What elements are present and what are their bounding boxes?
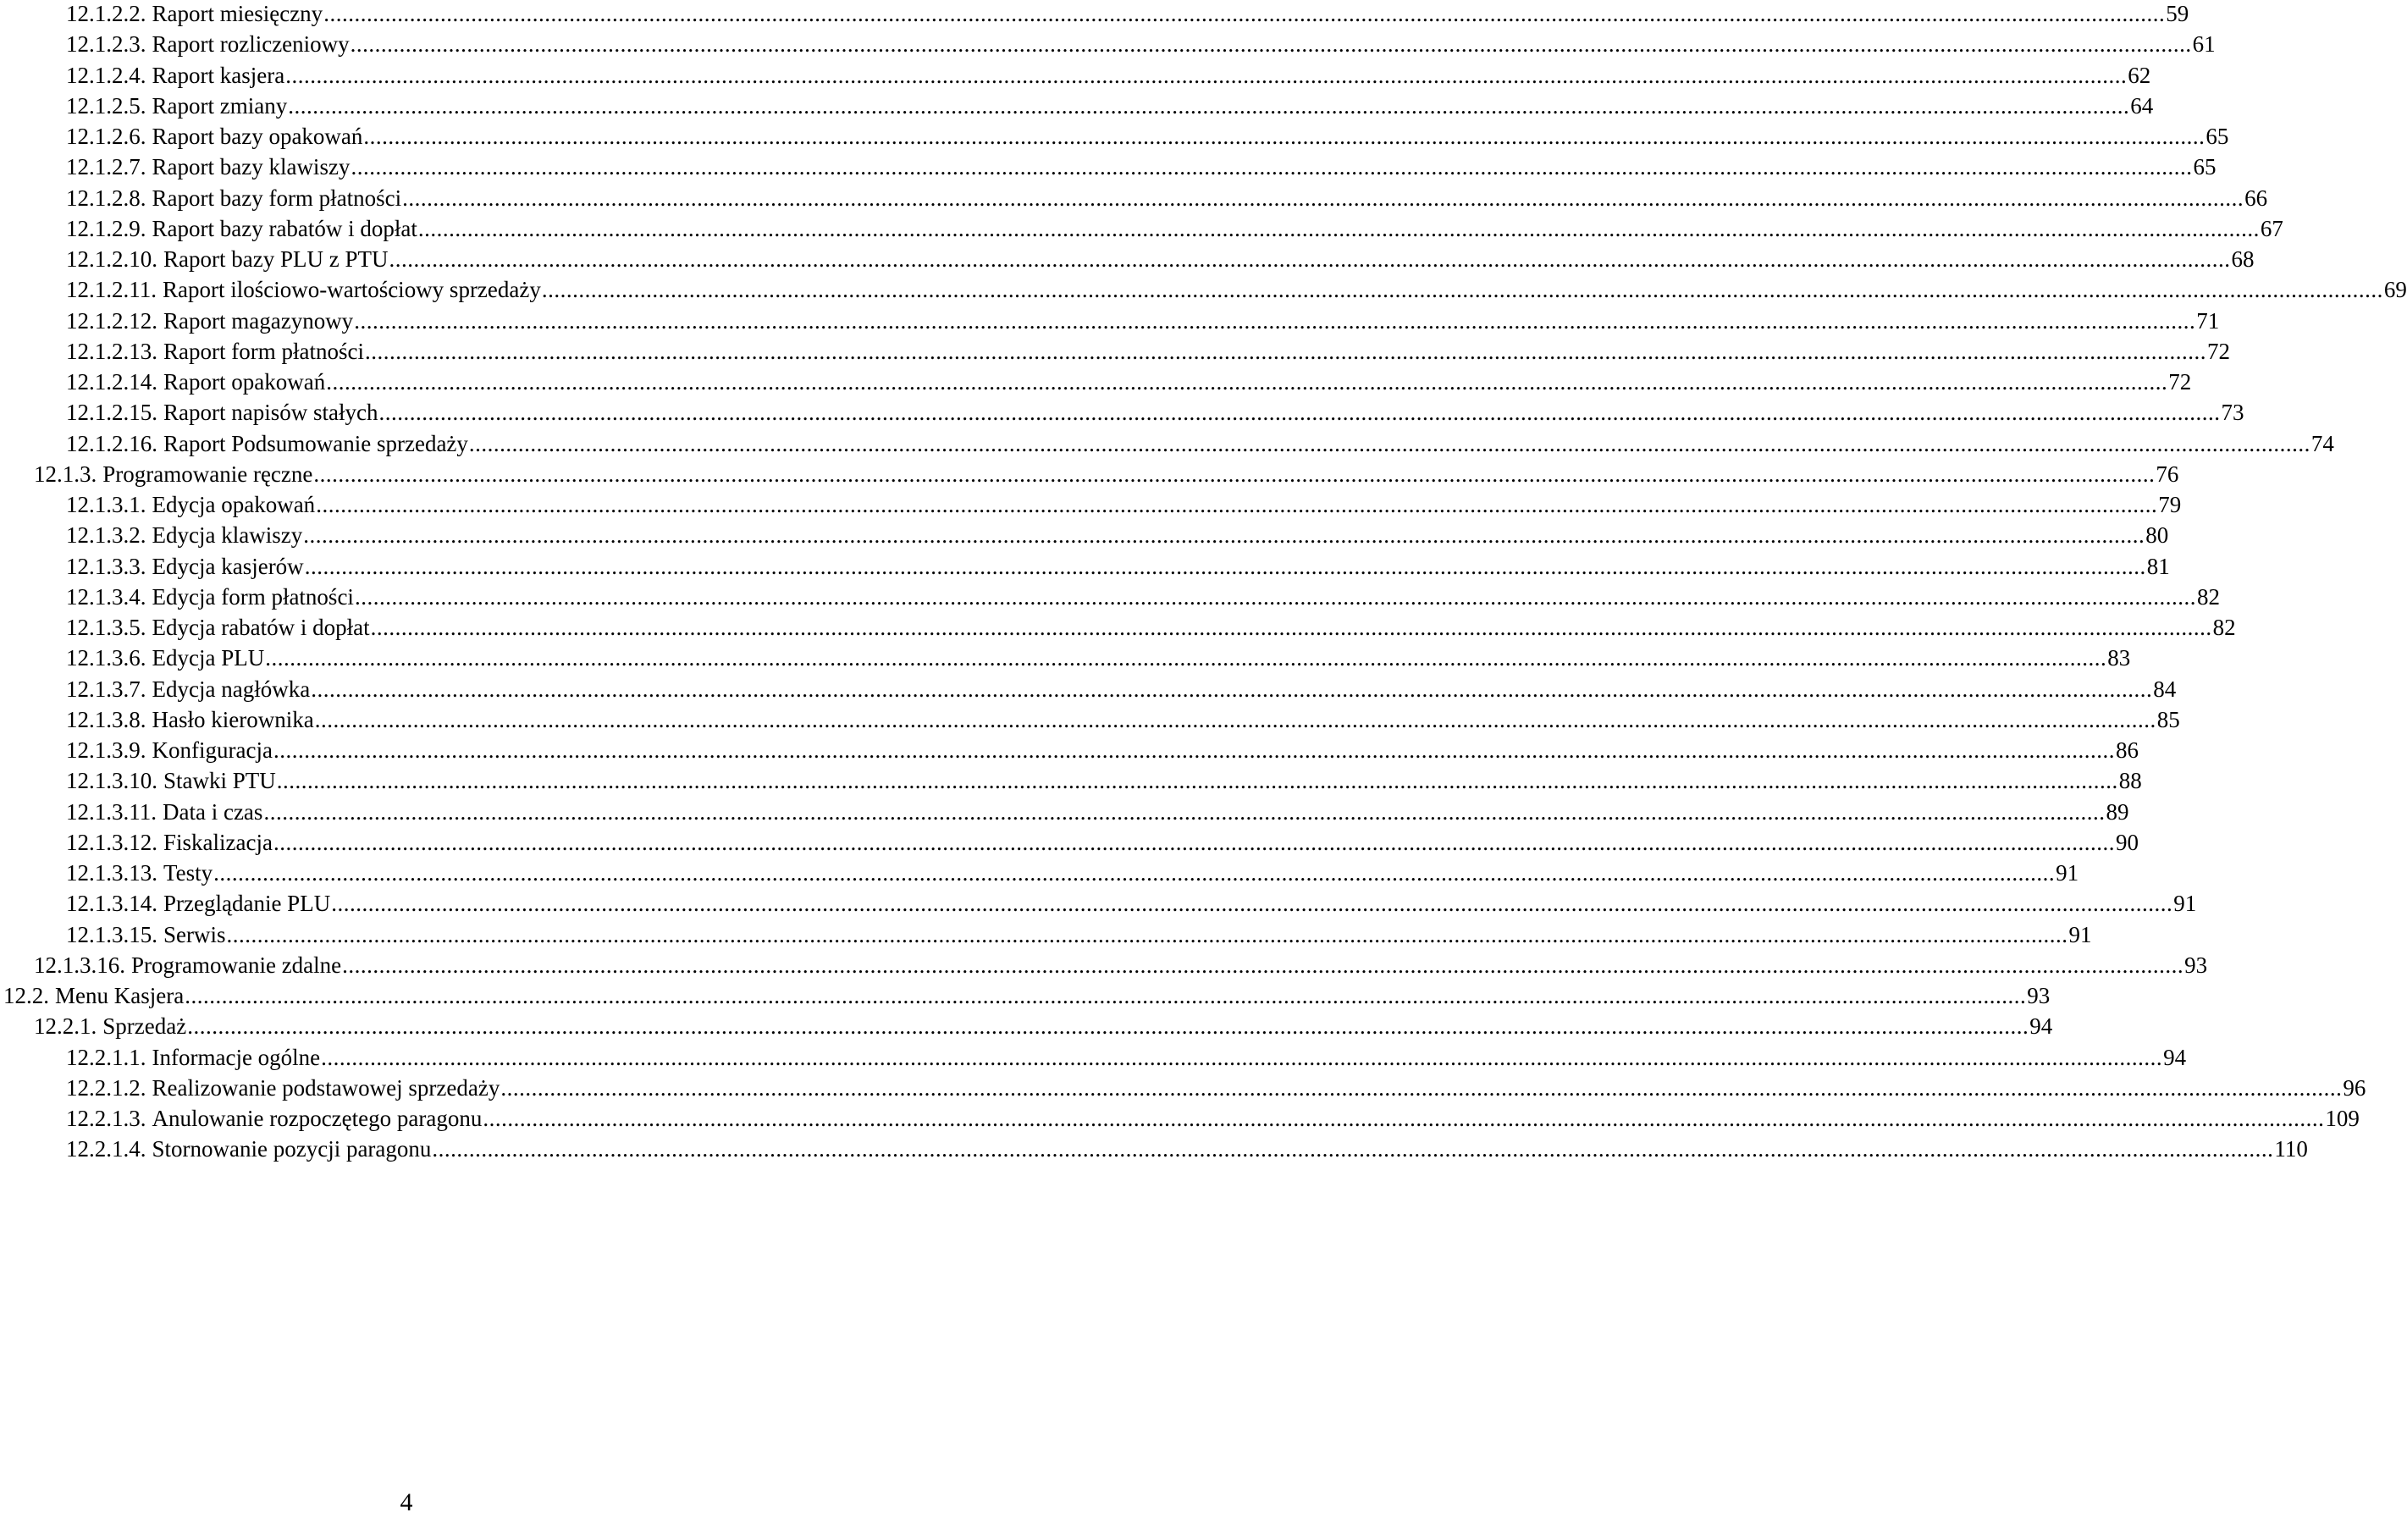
- toc-dot-leader: ............................................................................................................................................................................................................................................................................................................: [311, 676, 2153, 702]
- toc-entry-number: 12.1.3.14.: [66, 891, 157, 917]
- toc-dot-leader: ............................................................................................................................................................................................................................................................................................................: [417, 215, 2260, 241]
- toc-entry-page: 62: [2128, 62, 2151, 88]
- toc-dot-leader: ............................................................................................................................................................................................................................................................................................................: [468, 430, 2310, 456]
- toc-entry-number: 12.1.3.: [34, 461, 97, 487]
- toc-entry-title: Testy: [163, 860, 213, 886]
- toc-entry-page: 76: [2156, 461, 2179, 487]
- toc-dot-leader: ............................................................................................................................................................................................................................................................................................................: [316, 492, 2158, 517]
- toc-entry-number: 12.2.: [3, 983, 49, 1008]
- toc-dot-leader: ............................................................................................................................................................................................................................................................................................................: [342, 952, 2184, 978]
- toc-dot-leader: ............................................................................................................................................................................................................................................................................................................: [432, 1136, 2274, 1162]
- toc-entry-number: 12.1.3.8.: [66, 706, 146, 732]
- toc-entry-title: Programowanie zdalne: [131, 952, 342, 978]
- toc-entry[interactable]: [66, 0, 2189, 29]
- toc-entry-title: Informacje ogólne: [152, 1044, 321, 1070]
- toc-entry-page: 59: [2166, 1, 2189, 26]
- toc-entry[interactable]: [66, 152, 2217, 182]
- toc-entry-title: Raport form płatności: [163, 338, 364, 364]
- toc-entry-title: Realizowanie podstawowej sprzedaży: [152, 1074, 500, 1101]
- toc-dot-leader: ............................................................................................................................................................................................................................................................................................................: [303, 522, 2145, 549]
- toc-entry-number: 12.1.2.7.: [66, 154, 146, 180]
- toc-entry-title: Hasło kierownika: [152, 706, 314, 732]
- toc-entry[interactable]: [66, 612, 2236, 643]
- toc-entry-number: 12.1.3.7.: [66, 676, 146, 702]
- toc-entry-page: 91: [2173, 891, 2197, 917]
- toc-entry-page: 82: [2196, 583, 2220, 610]
- toc-entry-page: 109: [2325, 1106, 2360, 1131]
- toc-entry-number: 12.1.2.9.: [66, 215, 146, 241]
- toc-dot-leader: ............................................................................................................................................................................................................................................................................................................: [541, 277, 2383, 303]
- toc-entry[interactable]: [66, 827, 2139, 858]
- toc-dot-leader: ............................................................................................................................................................................................................................................................................................................: [314, 706, 2156, 732]
- toc-entry-number: 12.1.3.6.: [66, 645, 146, 671]
- toc-entry-page: 90: [2115, 829, 2139, 855]
- toc-entry-title: Konfiguracja: [152, 737, 273, 763]
- toc-dot-leader: ............................................................................................................................................................................................................................................................................................................: [273, 829, 2115, 855]
- toc-dot-leader: ............................................................................................................................................................................................................................................................................................................: [331, 891, 2173, 917]
- toc-entry-page: 82: [2212, 615, 2236, 640]
- toc-entry-title: Sprzedaż: [102, 1013, 187, 1040]
- toc-entry-page: 69: [2383, 277, 2407, 303]
- toc-entry-title: Przeglądanie PLU: [163, 891, 331, 917]
- toc-entry-number: 12.1.2.12.: [66, 307, 157, 334]
- toc-entry-page: 64: [2130, 92, 2154, 119]
- toc-entry-page: 86: [2115, 737, 2139, 763]
- toc-entry-title: Anulowanie rozpoczętego paragonu: [152, 1106, 483, 1131]
- toc-entry-title: Raport bazy opakowań: [152, 124, 363, 149]
- toc-entry[interactable]: [66, 520, 2169, 550]
- toc-dot-leader: ............................................................................................................................................................................................................................................................................................................: [213, 860, 2056, 886]
- toc-entry-number: 12.1.3.11.: [66, 798, 157, 825]
- toc-entry-number: 12.1.2.3.: [66, 31, 146, 58]
- toc-entry-page: 81: [2146, 553, 2170, 579]
- toc-entry[interactable]: [66, 244, 2255, 274]
- toc-entry[interactable]: [66, 765, 2142, 796]
- toc-dot-leader: ............................................................................................................................................................................................................................................................................................................: [351, 154, 2193, 180]
- toc-entry[interactable]: [66, 643, 2131, 673]
- toc-entry-number: 12.1.2.13.: [66, 338, 157, 364]
- toc-entry-page: 80: [2145, 522, 2169, 549]
- toc-entry-title: Raport bazy klawiszy: [152, 154, 351, 180]
- toc-entry[interactable]: [66, 551, 2170, 582]
- toc-entry-number: 12.2.1.2.: [66, 1074, 146, 1101]
- toc-entry-title: Raport zmiany: [152, 92, 288, 119]
- toc-entry-number: 12.1.3.1.: [66, 492, 146, 517]
- toc-entry[interactable]: [3, 980, 2051, 1011]
- toc-entry-number: 12.1.3.9.: [66, 737, 146, 763]
- toc-entry-number: 12.1.3.2.: [66, 522, 146, 549]
- toc-entry-page: 79: [2158, 492, 2182, 517]
- toc-entry-page: 83: [2107, 645, 2131, 671]
- toc-entry-number: 12.1.3.5.: [66, 615, 146, 640]
- toc-entry[interactable]: [66, 797, 2129, 827]
- toc-dot-leader: ............................................................................................................................................................................................................................................................................................................: [354, 307, 2196, 334]
- toc-entry-page: 94: [2163, 1044, 2187, 1070]
- toc-entry-page: 91: [2068, 921, 2092, 947]
- toc-entry-number: 12.1.2.6.: [66, 124, 146, 149]
- page-number: 4: [400, 1488, 413, 1516]
- toc-entry-number: 12.2.1.1.: [66, 1044, 146, 1070]
- toc-entry[interactable]: [66, 858, 2079, 888]
- toc-entry-page: 65: [2193, 154, 2217, 180]
- toc-entry[interactable]: [66, 1103, 2360, 1134]
- toc-entry-number: 12.1.3.10.: [66, 768, 157, 794]
- toc-entry-number: 12.2.1.: [34, 1013, 97, 1040]
- toc-dot-leader: ............................................................................................................................................................................................................................................................................................................: [276, 768, 2118, 794]
- toc-dot-leader: ............................................................................................................................................................................................................................................................................................................: [363, 124, 2205, 149]
- toc-entry-title: Raport bazy form płatności: [152, 185, 402, 211]
- toc-dot-leader: ............................................................................................................................................................................................................................................................................................................: [321, 1044, 2163, 1070]
- toc-entry[interactable]: [66, 183, 2268, 213]
- toc-dot-leader: ............................................................................................................................................................................................................................................................................................................: [500, 1074, 2343, 1101]
- toc-entry-page: 74: [2310, 430, 2334, 456]
- toc-entry-number: 12.1.2.15.: [66, 400, 157, 426]
- toc-dot-leader: ............................................................................................................................................................................................................................................................................................................: [354, 583, 2196, 610]
- toc-entry-title: Raport rozliczeniowy: [152, 31, 350, 58]
- toc-entry[interactable]: [34, 459, 2179, 489]
- toc-entry[interactable]: [66, 674, 2177, 704]
- toc-dot-leader: ............................................................................................................................................................................................................................................................................................................: [187, 1013, 2029, 1040]
- toc-entry-page: 85: [2156, 706, 2180, 732]
- toc-entry[interactable]: [66, 1042, 2187, 1073]
- toc-dot-leader: ............................................................................................................................................................................................................................................................................................................: [323, 1, 2166, 26]
- toc-dot-leader: ............................................................................................................................................................................................................................................................................................................: [285, 62, 2128, 88]
- toc-entry-title: Edycja rabatów i dopłat: [152, 615, 370, 640]
- toc-entry[interactable]: [66, 29, 2216, 59]
- toc-entry-page: 89: [2106, 798, 2129, 825]
- toc-entry[interactable]: [66, 336, 2230, 367]
- toc-entry[interactable]: [66, 1073, 2366, 1103]
- toc-entry[interactable]: [66, 274, 2407, 305]
- toc-entry[interactable]: [66, 1134, 2308, 1164]
- toc-dot-leader: ............................................................................................................................................................................................................................................................................................................: [402, 185, 2244, 211]
- toc-entry-title: Raport magazynowy: [163, 307, 354, 334]
- toc-entry-title: Raport bazy rabatów i dopłat: [152, 215, 417, 241]
- toc-entry-page: 93: [2027, 983, 2051, 1008]
- toc-entry-page: 96: [2343, 1074, 2366, 1101]
- toc-dot-leader: ............................................................................................................................................................................................................................................................................................................: [263, 798, 2106, 825]
- toc-entry-title: Raport bazy PLU z PTU: [163, 246, 389, 272]
- toc-dot-leader: ............................................................................................................................................................................................................................................................................................................: [350, 31, 2192, 58]
- toc-entry[interactable]: [66, 888, 2197, 919]
- toc-entry-page: 91: [2056, 860, 2079, 886]
- toc-entry-title: Edycja nagłówka: [152, 676, 311, 702]
- toc-dot-leader: ............................................................................................................................................................................................................................................................................................................: [304, 553, 2146, 579]
- toc-dot-leader: ............................................................................................................................................................................................................................................................................................................: [226, 921, 2068, 947]
- toc-entry-title: Stornowanie pozycji paragonu: [152, 1136, 432, 1162]
- toc-entry-title: Raport ilościowo-wartościowy sprzedaży: [163, 277, 541, 303]
- toc-entry[interactable]: [66, 428, 2334, 459]
- toc-entry-title: Edycja PLU: [152, 645, 265, 671]
- toc-entry[interactable]: [34, 950, 2208, 980]
- toc-entry-title: Data i czas: [163, 798, 263, 825]
- toc-entry-title: Menu Kasjera: [55, 983, 185, 1008]
- toc-dot-leader: ............................................................................................................................................................................................................................................................................................................: [185, 983, 2027, 1008]
- toc-entry-page: 73: [2221, 400, 2244, 426]
- toc-entry-page: 65: [2205, 124, 2229, 149]
- toc-entry-number: 12.1.3.12.: [66, 829, 157, 855]
- toc-entry-page: 94: [2029, 1013, 2053, 1040]
- toc-dot-leader: ............................................................................................................................................................................................................................................................................................................: [483, 1106, 2325, 1131]
- toc-entry-number: 12.1.3.16.: [34, 952, 125, 978]
- toc-entry-number: 12.1.2.16.: [66, 430, 157, 456]
- toc-entry-title: Stawki PTU: [163, 768, 276, 794]
- toc-entry[interactable]: [66, 367, 2192, 397]
- toc-entry[interactable]: [66, 735, 2139, 765]
- toc-dot-leader: ............................................................................................................................................................................................................................................................................................................: [326, 369, 2168, 395]
- toc-entry-page: 84: [2153, 676, 2177, 702]
- toc-entry-title: Edycja kasjerów: [152, 553, 304, 579]
- toc-entry-page: 88: [2118, 768, 2142, 794]
- toc-entry-title: Edycja form płatności: [152, 583, 354, 610]
- toc-entry-title: Serwis: [163, 921, 226, 947]
- toc-entry[interactable]: [66, 397, 2244, 428]
- toc-entry-title: Raport kasjera: [152, 62, 285, 88]
- toc-entry-number: 12.1.2.5.: [66, 92, 146, 119]
- toc-entry-title: Raport miesięczny: [152, 1, 323, 26]
- toc-entry-page: 61: [2192, 31, 2216, 58]
- toc-entry-number: 12.1.3.4.: [66, 583, 146, 610]
- toc-entry[interactable]: [66, 60, 2151, 91]
- toc-entry-page: 66: [2244, 185, 2268, 211]
- toc-entry[interactable]: [66, 582, 2220, 612]
- toc-entry[interactable]: [66, 919, 2092, 950]
- toc-entry-number: 12.2.1.3.: [66, 1106, 146, 1131]
- toc-entry-page: 72: [2206, 338, 2230, 364]
- toc-entry-number: 12.1.3.13.: [66, 860, 157, 886]
- toc-entry[interactable]: [66, 91, 2154, 121]
- toc-entry[interactable]: [66, 121, 2229, 152]
- toc-entry-title: Raport Podsumowanie sprzedaży: [163, 430, 468, 456]
- toc-entry-page: 110: [2274, 1136, 2308, 1162]
- toc-entry-number: 12.1.3.3.: [66, 553, 146, 579]
- toc-entry-title: Raport napisów stałych: [163, 400, 378, 426]
- toc-dot-leader: ............................................................................................................................................................................................................................................................................................................: [364, 338, 2206, 364]
- toc-entry[interactable]: [66, 306, 2220, 336]
- toc-entry-page: 68: [2231, 246, 2255, 272]
- toc-dot-leader: ............................................................................................................................................................................................................................................................................................................: [265, 645, 2107, 671]
- toc-entry-number: 12.1.2.10.: [66, 246, 157, 272]
- toc-entry-number: 12.1.2.2.: [66, 1, 146, 26]
- toc-dot-leader: ............................................................................................................................................................................................................................................................................................................: [288, 92, 2130, 119]
- toc-entry-title: Edycja opakowań: [152, 492, 316, 517]
- toc-entry-number: 12.1.2.14.: [66, 369, 157, 395]
- toc-dot-leader: ............................................................................................................................................................................................................................................................................................................: [273, 737, 2115, 763]
- toc-entry-title: Raport opakowań: [163, 369, 326, 395]
- toc-entry-page: 71: [2196, 307, 2220, 334]
- toc-entry-number: 12.1.2.8.: [66, 185, 146, 211]
- toc-entry[interactable]: [66, 213, 2283, 244]
- toc-entry-number: 12.2.1.4.: [66, 1136, 146, 1162]
- toc-entry[interactable]: [34, 1011, 2053, 1041]
- toc-entry-number: 12.1.2.11.: [66, 277, 157, 303]
- toc-entry-page: 93: [2184, 952, 2208, 978]
- toc-dot-leader: ............................................................................................................................................................................................................................................................................................................: [370, 615, 2212, 640]
- toc-entry-title: Fiskalizacja: [163, 829, 273, 855]
- toc-dot-leader: ............................................................................................................................................................................................................................................................................................................: [378, 400, 2221, 426]
- toc-entry[interactable]: [66, 489, 2182, 520]
- toc-entry-page: 72: [2168, 369, 2192, 395]
- toc-entry[interactable]: [66, 704, 2180, 735]
- toc-entry-number: 12.1.2.4.: [66, 62, 146, 88]
- toc-dot-leader: ............................................................................................................................................................................................................................................................................................................: [313, 461, 2156, 487]
- toc-entry-page: 67: [2260, 215, 2283, 241]
- toc-entry-title: Programowanie ręczne: [102, 461, 313, 487]
- toc-entry-title: Edycja klawiszy: [152, 522, 303, 549]
- toc-dot-leader: ............................................................................................................................................................................................................................................................................................................: [389, 246, 2231, 272]
- toc-entry-number: 12.1.3.15.: [66, 921, 157, 947]
